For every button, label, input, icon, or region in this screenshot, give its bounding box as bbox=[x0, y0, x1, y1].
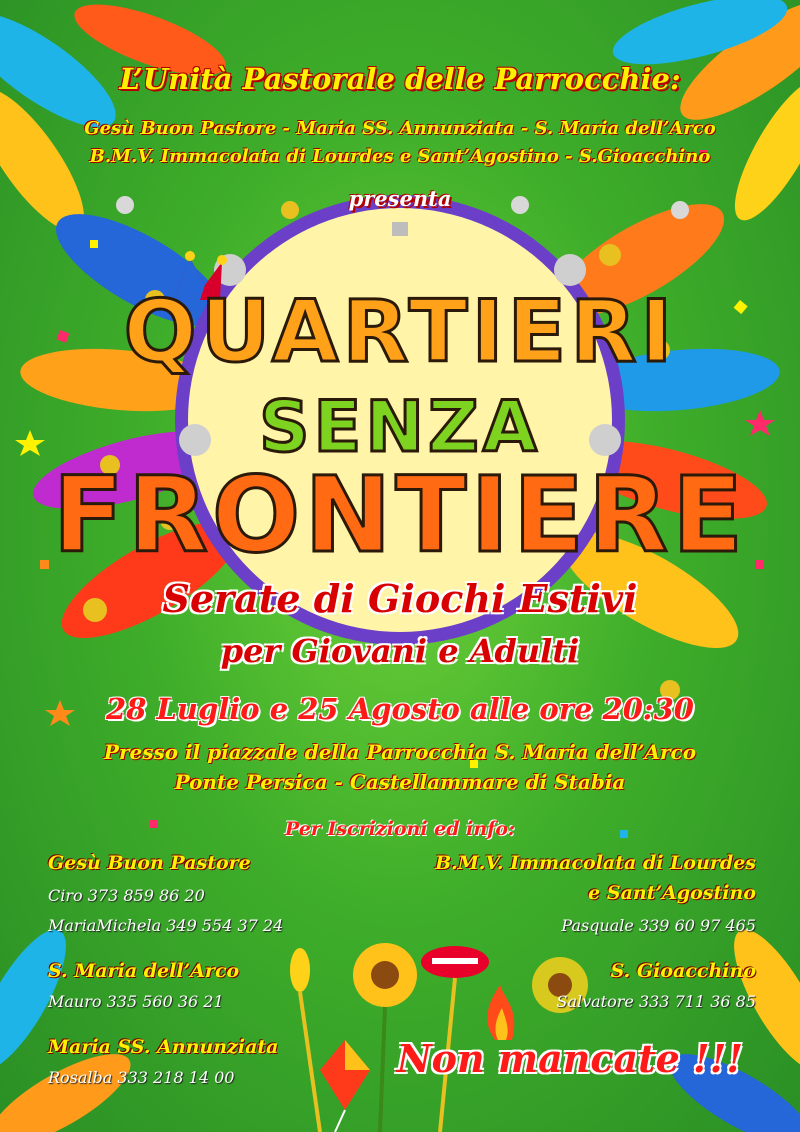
closing-slogan: Non mancate !!! bbox=[396, 1036, 744, 1081]
kite bbox=[320, 1040, 370, 1132]
parishes-line-2: B.M.V. Immacolata di Lourdes e Sant’Agostino - S.Gioacchino bbox=[89, 146, 711, 167]
contact-bmv-name-1: B.M.V. Immacolata di Lourdes bbox=[435, 852, 756, 874]
presenta-label: presenta bbox=[348, 186, 452, 211]
contact-bmv-name-2: e Sant’Agostino bbox=[588, 882, 756, 904]
subtitle-line-1: Serate di Giochi Estivi bbox=[162, 576, 638, 621]
contact-smaria-name: S. Maria dell’Arco bbox=[48, 960, 240, 982]
contact-annunziata-phone-1: Rosalba 333 218 14 00 bbox=[48, 1068, 235, 1087]
contact-annunziata-name: Maria SS. Annunziata bbox=[48, 1036, 279, 1058]
contact-smaria-phone-1: Mauro 335 560 36 21 bbox=[48, 992, 224, 1011]
title-line-2: SENZA bbox=[259, 386, 541, 468]
contact-sgioacchino-phone-1: Salvatore 333 711 36 85 bbox=[556, 992, 756, 1011]
contact-bmv-phone-1: Pasquale 339 60 97 465 bbox=[561, 916, 756, 935]
contact-sgioacchino-name: S. Gioacchino bbox=[610, 960, 756, 982]
parishes-line-1: Gesù Buon Pastore - Maria SS. Annunziata - S. Maria dell’Arco bbox=[84, 118, 716, 139]
organizer-heading: L’Unità Pastorale delle Parrocchie: bbox=[119, 62, 681, 96]
contact-gesu-phone-2: MariaMichela 349 554 37 24 bbox=[48, 916, 284, 935]
contact-gesu-phone-1: Ciro 373 859 86 20 bbox=[48, 886, 205, 905]
corn-prop bbox=[290, 948, 320, 1132]
contacts-heading: Per Iscrizioni ed info: bbox=[284, 818, 516, 840]
subtitle-line-2: per Giovani e Adulti bbox=[220, 632, 580, 670]
title-line-3: FRONTIERE bbox=[52, 454, 748, 576]
event-place-line-2: Ponte Persica - Castellammare di Stabia bbox=[174, 770, 626, 794]
title-line-1: QUARTIERI bbox=[123, 282, 677, 382]
event-dates: 28 Luglio e 25 Agosto alle ore 20:30 bbox=[106, 692, 694, 726]
event-place-line-1: Presso il piazzale della Parrocchia S. Maria dell’Arco bbox=[103, 740, 697, 764]
contact-gesu-name: Gesù Buon Pastore bbox=[48, 852, 251, 874]
